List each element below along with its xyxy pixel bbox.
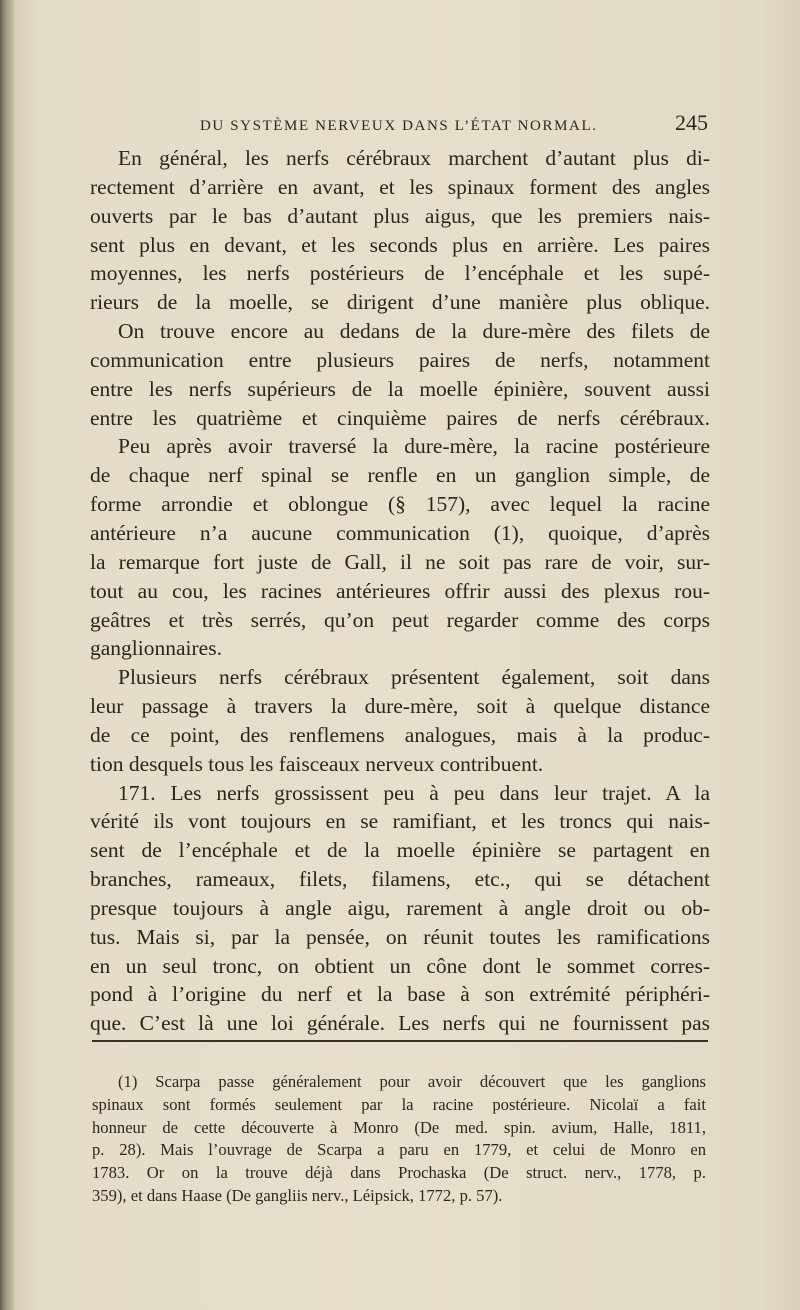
- text-line: leur passage à travers la dure-mère, soit à quelque distance: [90, 694, 710, 719]
- text-line: de chaque nerf spinal se renfle en un ganglion simple, de: [90, 463, 710, 488]
- text-line: Plusieurs nerfs cérébraux présentent également, soit dans: [118, 665, 710, 690]
- footnote-line: honneur de cette découverte à Monro (De med. spin. avium, Halle, 1811,: [92, 1117, 706, 1137]
- text-line: branches, rameaux, filets, filamens, etc., qui se détachent: [90, 867, 710, 892]
- text-line: sent de l’encéphale et de la moelle épinière se partagent en: [90, 838, 710, 863]
- text-line: ganglionnaires.: [90, 636, 222, 661]
- footnote-line: spinaux sont formés seulement par la racine postérieure. Nicolaï a fait: [92, 1094, 706, 1114]
- text-line: tus. Mais si, par la pensée, on réunit toutes les ramifications: [90, 924, 710, 949]
- text-line: sent plus en devant, et les seconds plus en arrière. Les paires: [90, 232, 710, 257]
- text-line: vérité ils vont toujours en se ramifiant, et les troncs qui nais-: [90, 809, 710, 834]
- footnote-rule: [92, 1040, 708, 1042]
- footnote-line: (1) Scarpa passe généralement pour avoir découvert que les ganglions: [118, 1072, 706, 1091]
- text-line: ouverts par le bas d’autant plus aigus, que les premiers nais-: [90, 203, 710, 228]
- page-header: [118, 112, 712, 148]
- text-line: communication entre plusieurs paires de nerfs, notamment: [90, 347, 710, 372]
- text-line: tout au cou, les racines antérieures offrir aussi des plexus rou-: [90, 578, 710, 603]
- text-line: rieurs de la moelle, se dirigent d’une manière plus oblique.: [90, 290, 710, 315]
- text-line: Peu après avoir traversé la dure-mère, la racine postérieure: [118, 434, 710, 459]
- text-line: On trouve encore au dedans de la dure-mère des filets de: [118, 319, 710, 344]
- footnote-line: 1783. Or on la trouve déjà dans Prochaska (De struct. nerv., 1778, p.: [92, 1163, 706, 1183]
- text-line: forme arrondie et oblongue (§ 157), avec lequel la racine: [90, 492, 710, 517]
- binding-shadow: [0, 0, 14, 1310]
- text-line: de ce point, des renflemens analogues, mais à la produc-: [90, 722, 710, 747]
- text-line: entre les nerfs supérieurs de la moelle épinière, souvent aussi: [90, 376, 710, 401]
- body-text: [90, 144, 710, 1038]
- footnote-line: 359), et dans Haase (De gangliis nerv., Léipsick, 1772, p. 57).: [92, 1185, 503, 1205]
- text-line: entre les quatrième et cinquième paires de nerfs cérébraux.: [90, 405, 710, 430]
- text-line: tion desquels tous les faisceaux nerveux contribuent.: [90, 751, 544, 776]
- text-line: moyennes, les nerfs postérieurs de l’encéphale et les supé-: [90, 261, 710, 286]
- text-line: En général, les nerfs cérébraux marchent d’autant plus di-: [118, 146, 710, 170]
- text-line: antérieure n’a aucune communication (1), quoique, d’après: [90, 520, 710, 545]
- footnotes: [92, 1071, 706, 1208]
- text-line: rectement d’arrière en avant, et les spinaux forment des angles: [90, 174, 710, 199]
- text-line: la remarque fort juste de Gall, il ne soit pas rare de voir, sur-: [90, 549, 710, 574]
- page-number: 245: [675, 110, 708, 135]
- footnote-line: p. 28). Mais l’ouvrage de Scarpa a paru en 1779, et celui de Monro en: [92, 1140, 706, 1160]
- text-line: presque toujours à angle aigu, rarement à angle droit ou ob-: [90, 895, 710, 920]
- text-line: 171. Les nerfs grossissent peu à peu dans leur trajet. A la: [118, 780, 710, 805]
- text-line: geâtres et très serrés, qu’on peut regarder comme des corps: [90, 607, 710, 632]
- text-line: en un seul tronc, on obtient un cône dont le sommet corres-: [90, 953, 710, 978]
- running-head: DU SYSTÈME NERVEUX DANS L’ÉTAT NORMAL.: [200, 118, 598, 134]
- text-line: que. C’est là une loi générale. Les nerfs qui ne fournissent pas: [90, 1011, 710, 1036]
- text-line: pond à l’origine du nerf et la base à son extrémité périphéri-: [90, 982, 710, 1007]
